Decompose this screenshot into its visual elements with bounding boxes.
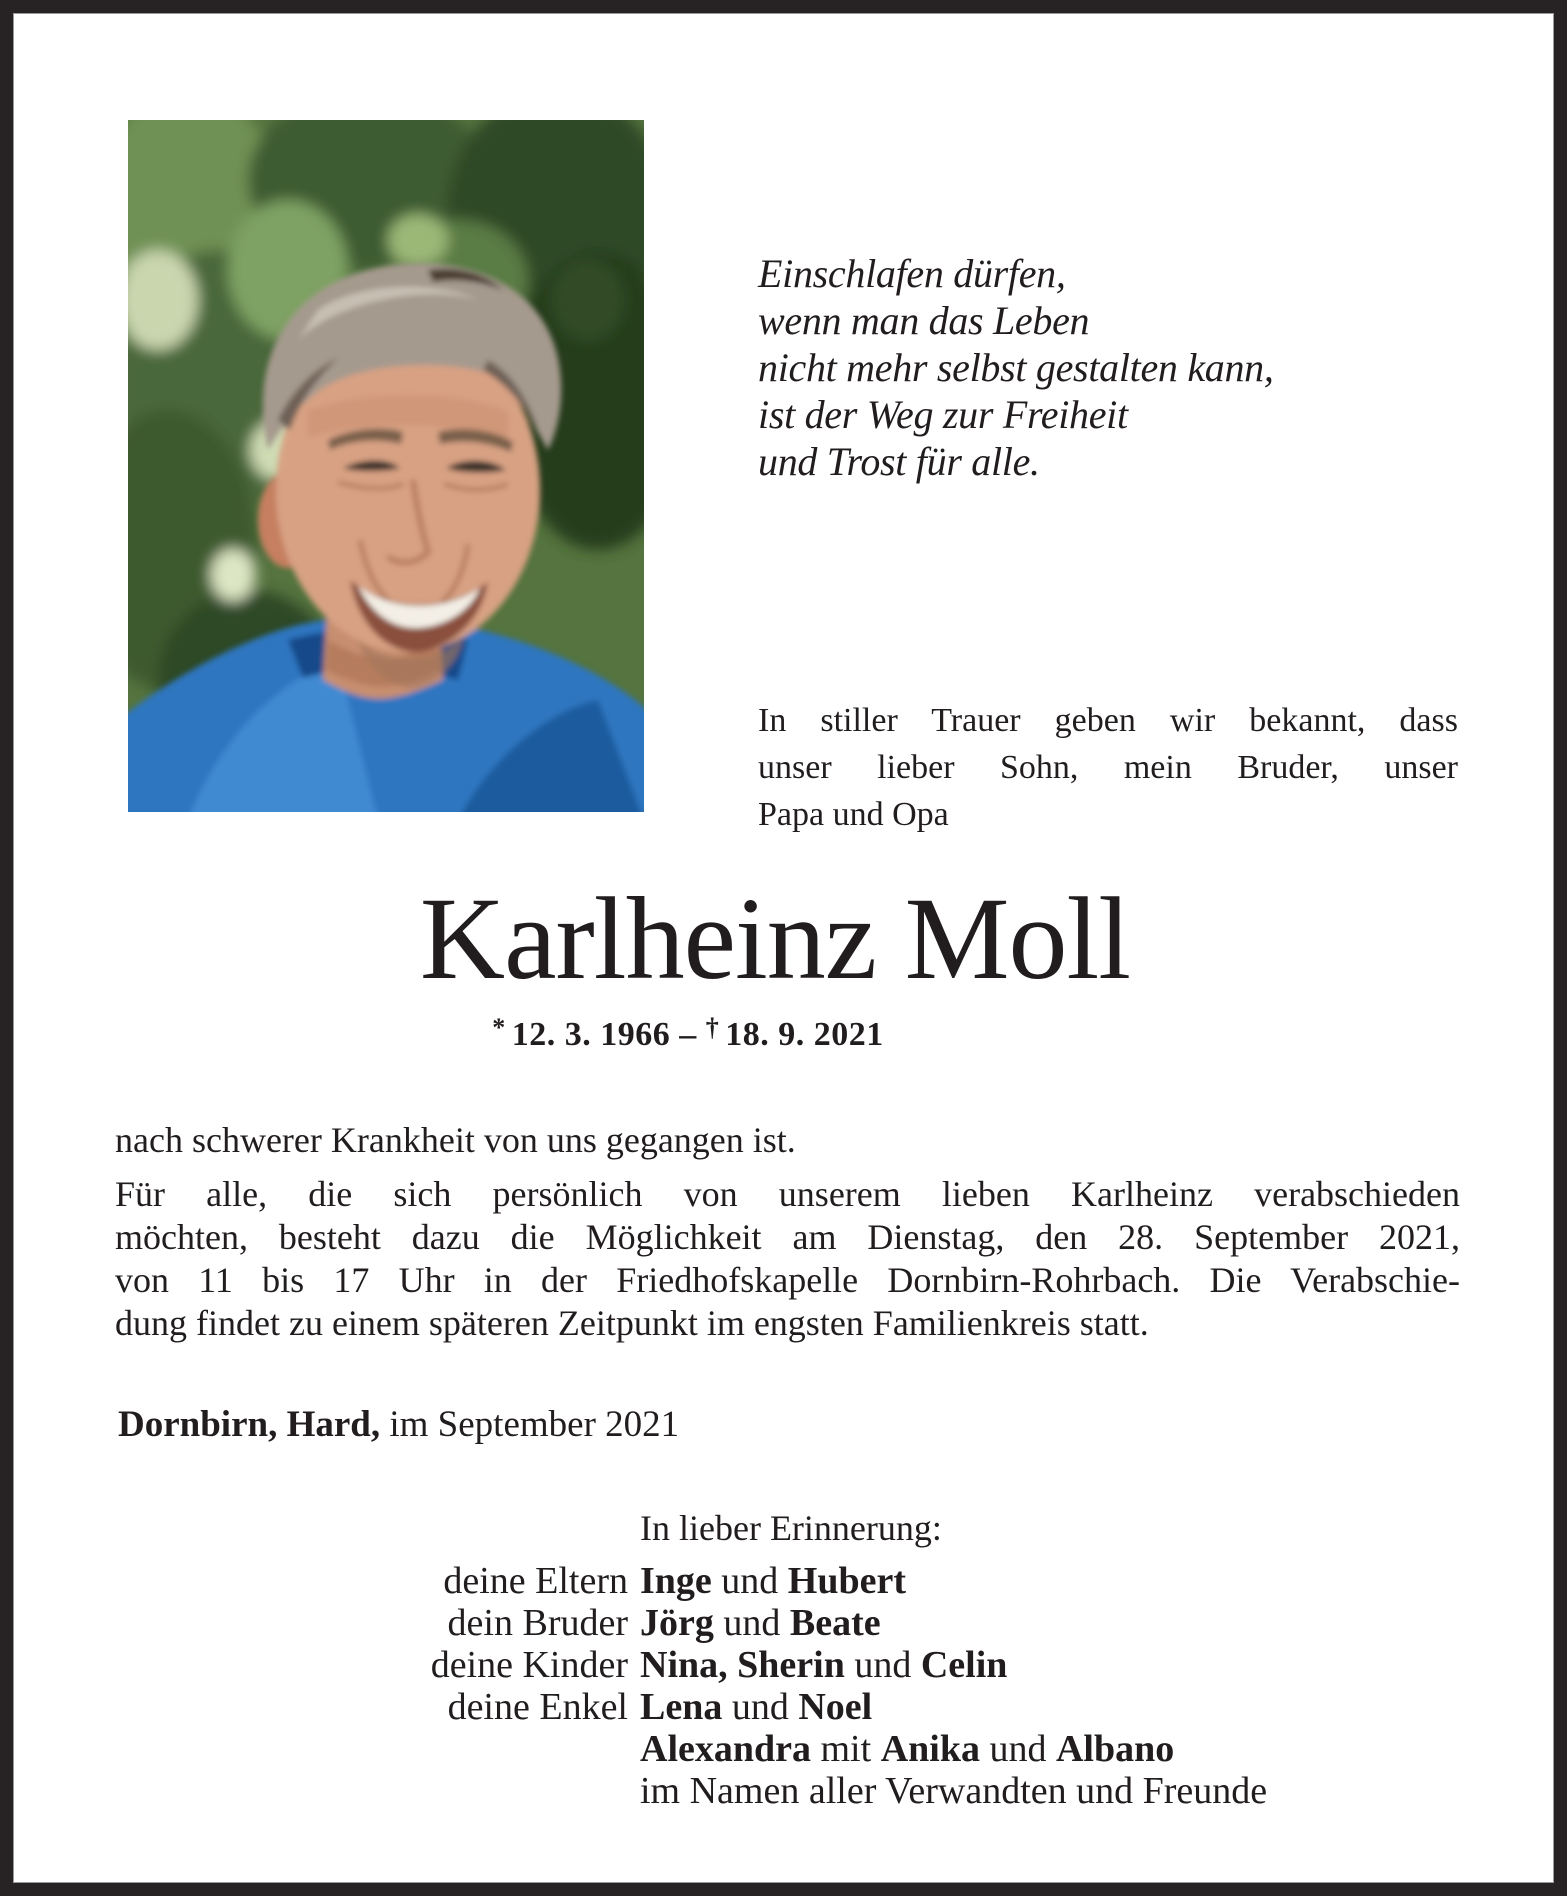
dates-separator: –	[679, 1016, 697, 1054]
death-cross-symbol: †	[705, 1013, 720, 1042]
poem-line: und Trost für alle.	[758, 439, 1040, 484]
family-row	[13, 1686, 1554, 1728]
family-names: Alexandra mit Anika und Albano	[640, 1728, 1175, 1770]
farewell-paragraph	[115, 1173, 1460, 1345]
farewell-line: dung findet zu einem späteren Zeitpunkt im engsten Familienkreis statt.	[115, 1303, 1149, 1343]
portrait-photo	[128, 120, 644, 812]
family-names: im Namen aller Verwandten und Freunde	[640, 1770, 1268, 1812]
poem-line: Einschlafen dürfen,	[758, 251, 1066, 296]
place-label: Dornbirn, Hard,	[118, 1404, 381, 1445]
poem-line: ist der Weg zur Freiheit	[758, 392, 1128, 437]
birth-star-symbol: *	[492, 1013, 506, 1042]
farewell-line: möchten, besteht dazu die Möglichkeit am Dienstag, den 28. September 2021,	[115, 1217, 1460, 1257]
family-list	[13, 1560, 1554, 1812]
life-dates	[492, 1013, 884, 1054]
poem	[758, 250, 1274, 485]
date-label: im September 2021	[380, 1404, 680, 1445]
family-names: Jörg und Beate	[640, 1602, 881, 1644]
place-date-line	[118, 1403, 679, 1447]
family-row	[13, 1560, 1554, 1602]
passing-line: nach schwerer Krankheit von uns gegangen ist.	[115, 1120, 796, 1160]
birth-date: 12. 3. 1966	[511, 1016, 671, 1054]
family-names: Nina, Sherin und Celin	[640, 1644, 1008, 1686]
poem-line: nicht mehr selbst gestalten kann,	[758, 345, 1274, 390]
family-relation-label: deine Eltern	[443, 1560, 628, 1602]
announcement-line: unser lieber Sohn, mein Bruder, unser	[758, 749, 1458, 786]
death-date: 18. 9. 2021	[725, 1016, 884, 1054]
portrait-photo-illustration	[128, 120, 644, 812]
farewell-line: von 11 bis 17 Uhr in der Friedhofskapelle Dornbirn-Rohrbach. Die Verabschie-	[115, 1260, 1460, 1300]
family-row	[13, 1644, 1554, 1686]
family-row	[13, 1770, 1554, 1812]
farewell-line: Für alle, die sich persönlich von unserem lieben Karlheinz verabschieden	[115, 1174, 1460, 1214]
family-relation-label: deine Kinder	[430, 1644, 628, 1686]
memory-heading: In lieber Erinnerung:	[640, 1508, 942, 1548]
family-relation-label	[13, 1728, 628, 1770]
announcement-line: Papa und Opa	[758, 796, 949, 833]
family-row	[13, 1728, 1554, 1770]
family-names: Inge und Hubert	[640, 1560, 907, 1602]
deceased-name: Karlheinz Moll	[419, 873, 1131, 1004]
announcement	[758, 697, 1458, 838]
family-relation-label: deine Enkel	[447, 1686, 628, 1728]
family-relation-label	[13, 1770, 628, 1812]
family-row	[13, 1602, 1554, 1644]
family-names: Lena und Noel	[640, 1686, 873, 1728]
announcement-line: In stiller Trauer geben wir bekannt, dass	[758, 702, 1458, 739]
poem-line: wenn man das Leben	[758, 298, 1090, 343]
family-relation-label: dein Bruder	[447, 1602, 628, 1644]
